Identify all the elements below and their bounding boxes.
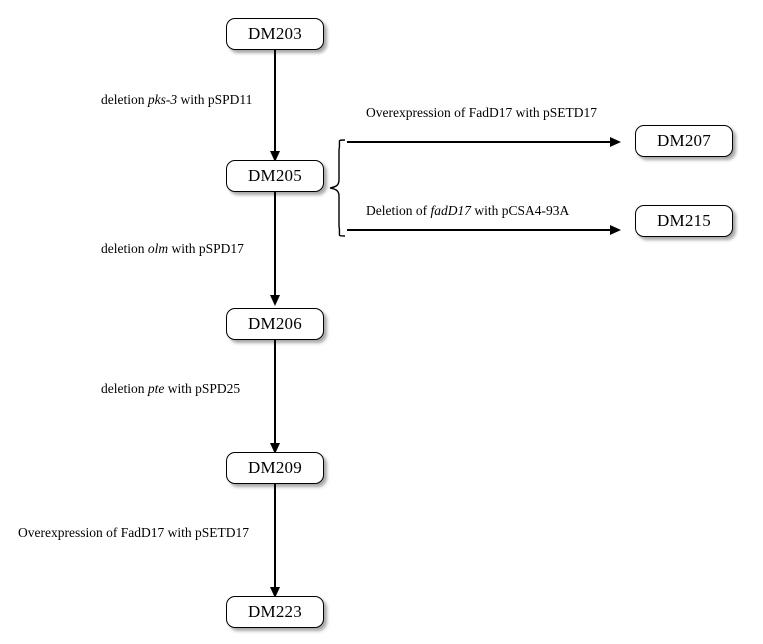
edge-label-text-post: with pSPD17 xyxy=(168,241,244,256)
arrowhead-dm215 xyxy=(610,225,621,235)
edge-label-text-pre: deletion xyxy=(101,92,148,107)
branch-brace xyxy=(327,138,349,238)
edge-label-gene: pte xyxy=(147,381,165,396)
edge-label-dm205-dm206 xyxy=(101,241,244,257)
edge-label-text-pre: deletion xyxy=(101,241,148,256)
node-dm223[interactable]: DM223 xyxy=(226,596,324,628)
edge-label-dm203-dm205 xyxy=(101,92,252,108)
edge-label-gene: olm xyxy=(147,241,169,256)
edge-label-dm206-dm209 xyxy=(101,381,240,397)
edge-line-dm203-dm205 xyxy=(274,50,276,156)
edge-line-dm206-dm209 xyxy=(274,340,276,447)
edge-label-dm205-dm207 xyxy=(366,105,597,121)
edge-label-gene: fadD17 xyxy=(430,203,471,218)
edge-label-text-post: with pCSA4-93A xyxy=(470,203,570,218)
edge-label-text-pre: Deletion of xyxy=(366,203,431,218)
edge-label-dm205-dm215 xyxy=(366,203,569,219)
edge-label-dm209-dm223 xyxy=(18,525,249,541)
edge-label-text-post: with pSPD11 xyxy=(177,92,253,107)
node-dm206[interactable]: DM206 xyxy=(226,308,324,340)
node-dm215[interactable]: DM215 xyxy=(635,205,733,237)
edge-label-gene: pks-3 xyxy=(147,92,178,107)
arrowhead-dm206 xyxy=(270,295,280,306)
arrowhead-dm207 xyxy=(610,137,621,147)
edge-line-dm205-dm206 xyxy=(274,192,276,299)
edge-label-text-pre: deletion xyxy=(101,381,148,396)
edge-line-dm209-dm223 xyxy=(274,484,276,591)
edge-label-text-post: with pSPD25 xyxy=(164,381,241,396)
node-dm207[interactable]: DM207 xyxy=(635,125,733,157)
node-dm209[interactable]: DM209 xyxy=(226,452,324,484)
edge-line-dm205-dm215 xyxy=(347,229,613,231)
node-dm205[interactable]: DM205 xyxy=(226,160,324,192)
edge-label-text-pre: Overexpression of FadD17 with pSETD17 xyxy=(366,105,597,120)
edge-line-dm205-dm207 xyxy=(347,141,613,143)
node-dm203[interactable]: DM203 xyxy=(226,18,324,50)
edge-label-text-pre: Overexpression of FadD17 with pSETD17 xyxy=(18,525,249,540)
